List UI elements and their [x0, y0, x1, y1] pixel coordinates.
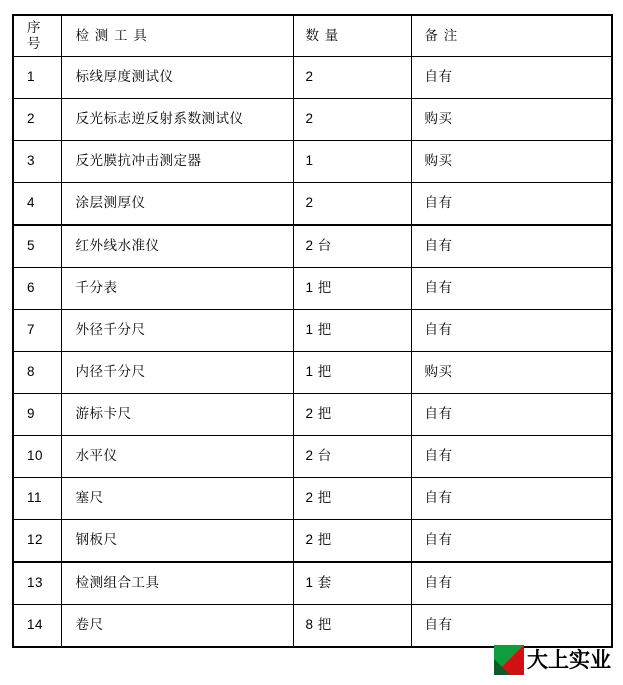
cell-quantity: 1 套	[293, 562, 411, 605]
table-row	[13, 562, 612, 605]
cell-no: 1	[13, 57, 61, 99]
company-logo	[494, 645, 611, 675]
cell-tool: 反光膜抗冲击测定器	[61, 141, 293, 183]
tools-table-container	[12, 14, 611, 648]
table-row	[13, 57, 612, 99]
cell-tool: 钢板尺	[61, 520, 293, 563]
cell-tool: 游标卡尺	[61, 394, 293, 436]
table-row	[13, 394, 612, 436]
column-header-quantity: 数 量	[293, 15, 411, 57]
cell-tool: 内径千分尺	[61, 352, 293, 394]
cell-no: 8	[13, 352, 61, 394]
cell-note: 自有	[411, 225, 612, 268]
table-row	[13, 141, 612, 183]
cell-quantity: 2 台	[293, 225, 411, 268]
cell-tool: 检测组合工具	[61, 562, 293, 605]
cell-no: 11	[13, 478, 61, 520]
cell-note: 购买	[411, 141, 612, 183]
cell-note: 购买	[411, 99, 612, 141]
cell-quantity: 2	[293, 57, 411, 99]
cell-tool: 标线厚度测试仪	[61, 57, 293, 99]
table-row	[13, 352, 612, 394]
table-row	[13, 520, 612, 563]
inspection-tools-table	[12, 14, 613, 648]
cell-quantity: 1	[293, 141, 411, 183]
table-row	[13, 310, 612, 352]
table-header-row	[13, 15, 612, 57]
cell-no: 6	[13, 268, 61, 310]
table-row	[13, 436, 612, 478]
cell-no: 3	[13, 141, 61, 183]
cell-note: 自有	[411, 310, 612, 352]
cell-note: 自有	[411, 394, 612, 436]
cell-quantity: 2 把	[293, 394, 411, 436]
cell-note: 自有	[411, 520, 612, 563]
cell-note: 自有	[411, 605, 612, 648]
cell-quantity: 2 台	[293, 436, 411, 478]
cell-note: 自有	[411, 183, 612, 226]
cell-note: 自有	[411, 436, 612, 478]
cell-note: 自有	[411, 57, 612, 99]
cell-tool: 塞尺	[61, 478, 293, 520]
cell-no: 12	[13, 520, 61, 563]
cell-quantity: 2 把	[293, 520, 411, 563]
column-header-tool: 检 测 工 具	[61, 15, 293, 57]
cell-no: 10	[13, 436, 61, 478]
cell-no: 5	[13, 225, 61, 268]
table-row	[13, 99, 612, 141]
table-row	[13, 605, 612, 648]
cell-tool: 千分表	[61, 268, 293, 310]
cell-note: 自有	[411, 562, 612, 605]
cell-no: 14	[13, 605, 61, 648]
cell-no: 4	[13, 183, 61, 226]
cell-tool: 涂层测厚仪	[61, 183, 293, 226]
table-row	[13, 478, 612, 520]
cell-quantity: 1 把	[293, 352, 411, 394]
cell-no: 9	[13, 394, 61, 436]
cell-no: 2	[13, 99, 61, 141]
cell-tool: 反光标志逆反射系数测试仪	[61, 99, 293, 141]
cell-quantity: 2	[293, 183, 411, 226]
logo-mark-icon	[494, 645, 524, 675]
cell-note: 购买	[411, 352, 612, 394]
table-row	[13, 225, 612, 268]
cell-tool: 水平仪	[61, 436, 293, 478]
cell-tool: 红外线水准仪	[61, 225, 293, 268]
cell-quantity: 1 把	[293, 268, 411, 310]
cell-tool: 外径千分尺	[61, 310, 293, 352]
column-header-no: 序 号	[13, 15, 61, 57]
logo-dark-triangle-icon	[494, 659, 510, 675]
table-row	[13, 183, 612, 226]
column-header-note: 备 注	[411, 15, 612, 57]
cell-quantity: 1 把	[293, 310, 411, 352]
cell-no: 7	[13, 310, 61, 352]
cell-quantity: 2 把	[293, 478, 411, 520]
cell-note: 自有	[411, 478, 612, 520]
logo-text: 大上实业	[527, 648, 611, 672]
table-row	[13, 268, 612, 310]
cell-note: 自有	[411, 268, 612, 310]
cell-quantity: 8 把	[293, 605, 411, 648]
cell-quantity: 2	[293, 99, 411, 141]
cell-tool: 卷尺	[61, 605, 293, 648]
cell-no: 13	[13, 562, 61, 605]
